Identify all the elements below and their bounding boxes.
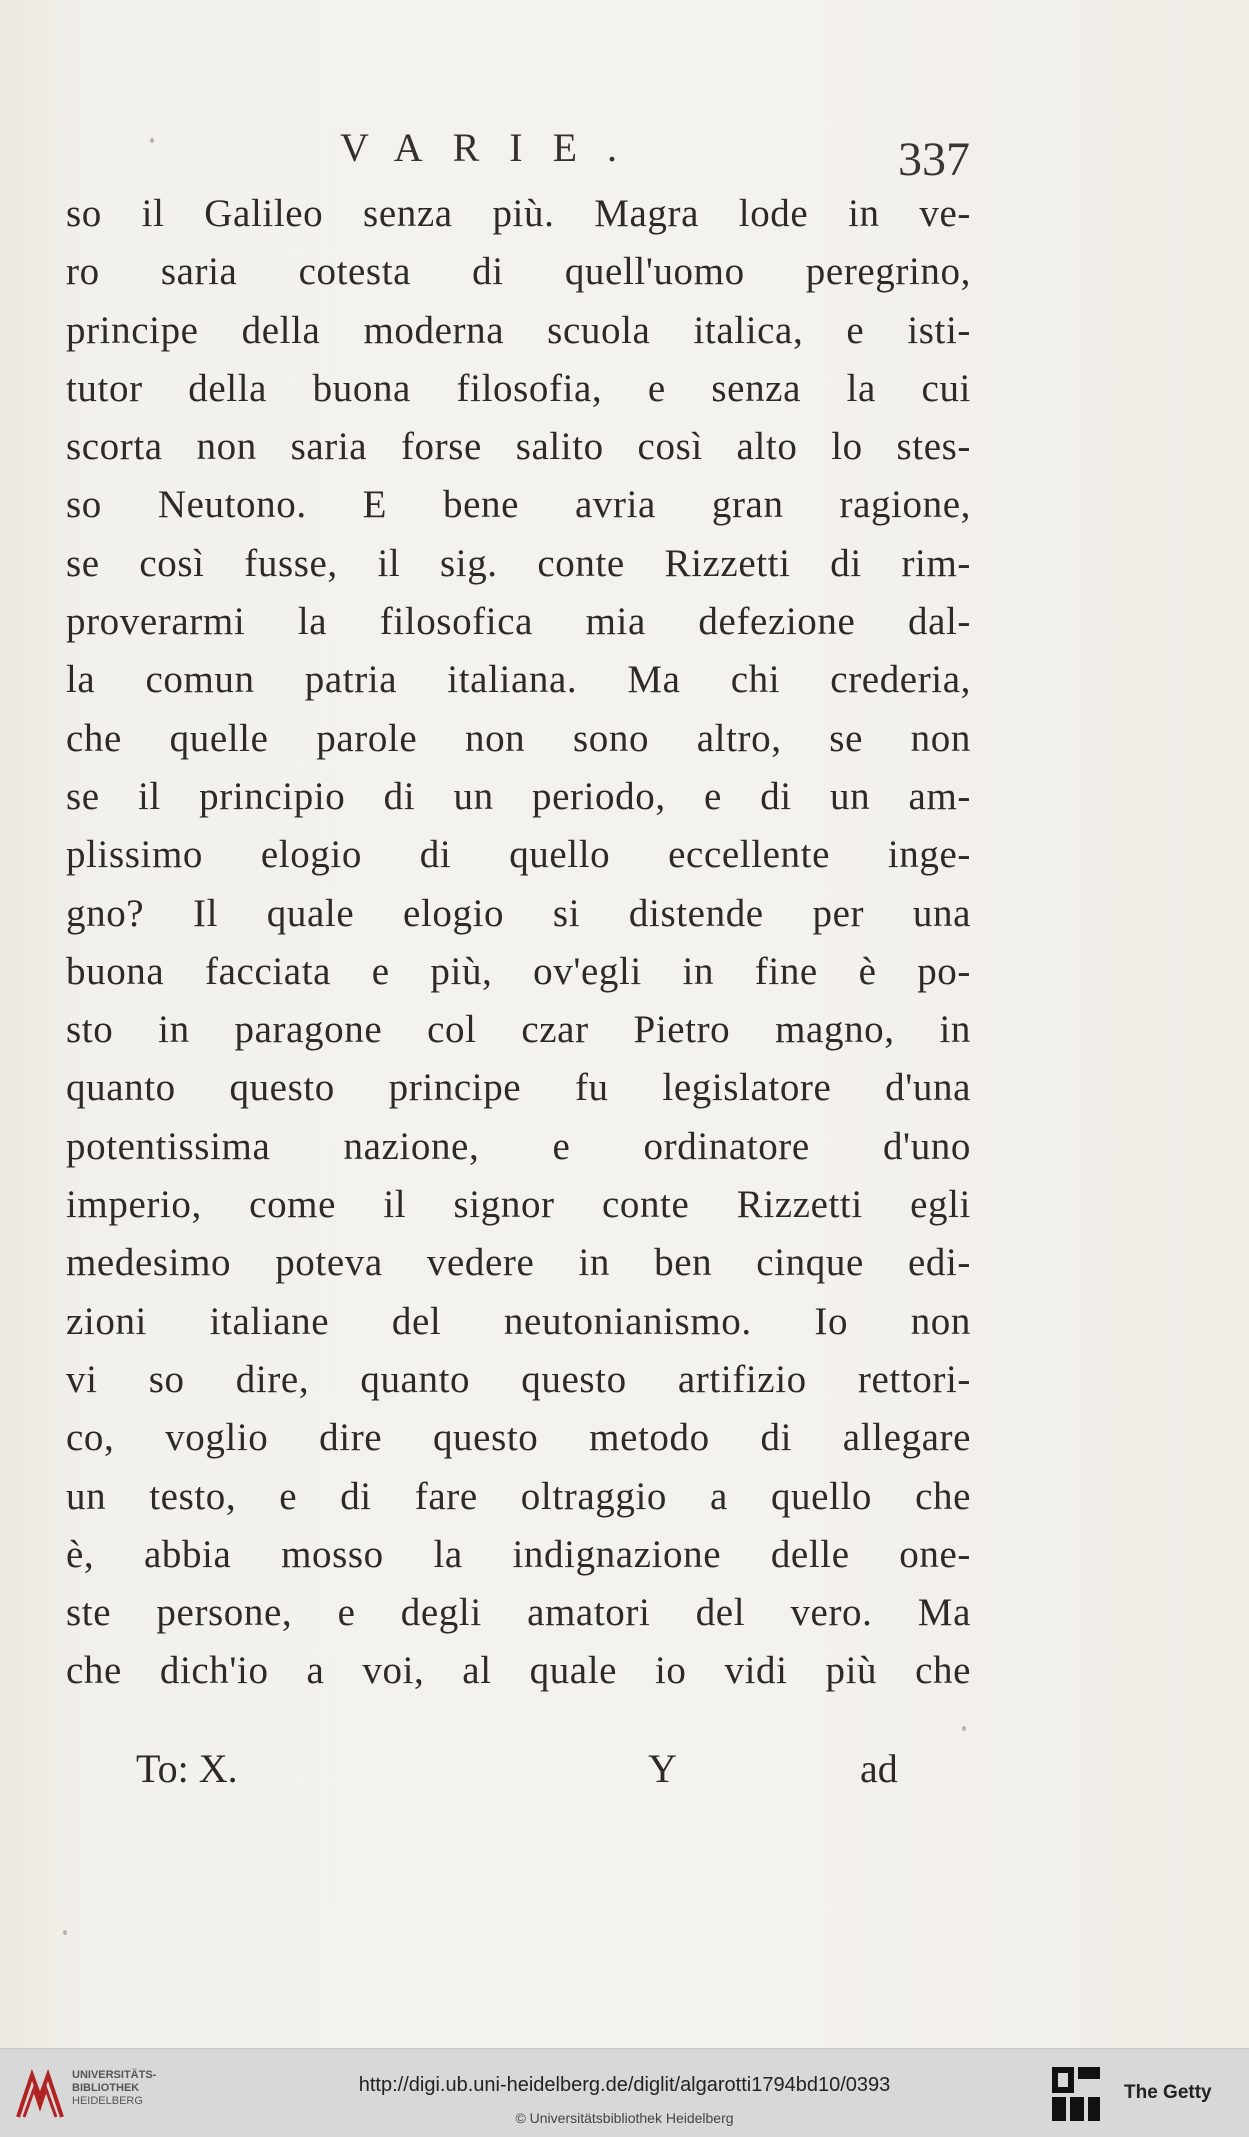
text-line-26: che dich'io a voi, al quale io vidi più che xyxy=(66,1649,971,1693)
text-line-11: se il principio di un periodo, e di un am- xyxy=(66,774,971,818)
paper-speck xyxy=(63,1930,67,1935)
text-line-7: se così fusse, il sig. conte Rizzetti di rim- xyxy=(66,541,971,585)
text-line-23: un testo, e di fare oltraggio a quello che xyxy=(66,1474,971,1518)
running-head: VARIE. xyxy=(340,125,648,170)
text-line-2: ro saria cotesta di quell'uomo peregrino, xyxy=(66,250,971,294)
text-line-12: plissimo elogio di quello eccellente inge- xyxy=(66,833,971,877)
text-line-19: medesimo poteva vedere in ben cinque edi- xyxy=(66,1241,971,1285)
partner-name: The Getty xyxy=(1124,2082,1212,2103)
text-line-3: principe della moderna scuola italica, e isti- xyxy=(66,308,971,352)
library-name-line-3: HEIDELBERG xyxy=(72,2095,143,2107)
permalink-url[interactable]: http://digi.ub.uni-heidelberg.de/diglit/algarotti1794bd10/0393 xyxy=(358,2074,891,2096)
text-line-20: zioni italiane del neutonianismo. Io non xyxy=(66,1299,971,1343)
page-footer-marks xyxy=(136,1745,916,1805)
signature-mark: Y xyxy=(648,1746,677,1791)
copyright-notice: © Universitätsbibliothek Heidelberg xyxy=(515,2110,734,2126)
text-line-15: sto in paragone col czar Pietro magno, in xyxy=(66,1008,971,1052)
text-line-1: so il Galileo senza più. Magra lode in ve- xyxy=(66,192,971,235)
paper-speck xyxy=(150,138,154,143)
text-line-16: quanto questo principe fu legislatore d'una xyxy=(66,1066,971,1110)
text-line-17: potentissima nazione, e ordinatore d'uno xyxy=(66,1124,971,1168)
page-number: 337 xyxy=(898,133,970,186)
text-line-10: che quelle parole non sono altro, se non xyxy=(66,716,971,760)
body-text xyxy=(66,185,971,1701)
text-line-6: so Neutono. E bene avria gran ragione, xyxy=(66,483,971,527)
text-line-24: è, abbia mosso la indignazione delle one- xyxy=(66,1532,971,1576)
library-name-line-1: UNIVERSITÄTS- xyxy=(72,2069,157,2081)
text-line-5: scorta non saria forse salito così alto lo stes- xyxy=(66,425,971,469)
signature: To: X. xyxy=(136,1746,238,1791)
text-line-21: vi so dire, quanto questo artifizio rettori- xyxy=(66,1357,971,1401)
text-line-4: tutor della buona filosofia, e senza la cui xyxy=(66,366,971,410)
catchword: ad xyxy=(860,1746,898,1791)
text-line-9: la comun patria italiana. Ma chi crederia, xyxy=(66,658,971,702)
paper-speck xyxy=(962,1726,966,1731)
text-line-22: co, voglio dire questo metodo di allegare xyxy=(66,1416,971,1460)
text-line-8: proverarmi la filosofica mia defezione dal- xyxy=(66,600,971,644)
viewer-footer-bar xyxy=(0,2048,1249,2137)
text-line-13: gno? Il quale elogio si distende per una xyxy=(66,891,971,935)
text-line-25: ste persone, e degli amatori del vero. Ma xyxy=(66,1591,971,1635)
text-line-18: imperio, come il signor conte Rizzetti egli xyxy=(66,1183,971,1227)
library-name-line-2: BIBLIOTHEK xyxy=(72,2082,140,2094)
text-line-14: buona facciata e più, ov'egli in fine è po- xyxy=(66,949,971,993)
getty-logo-icon xyxy=(1050,2065,1104,2123)
